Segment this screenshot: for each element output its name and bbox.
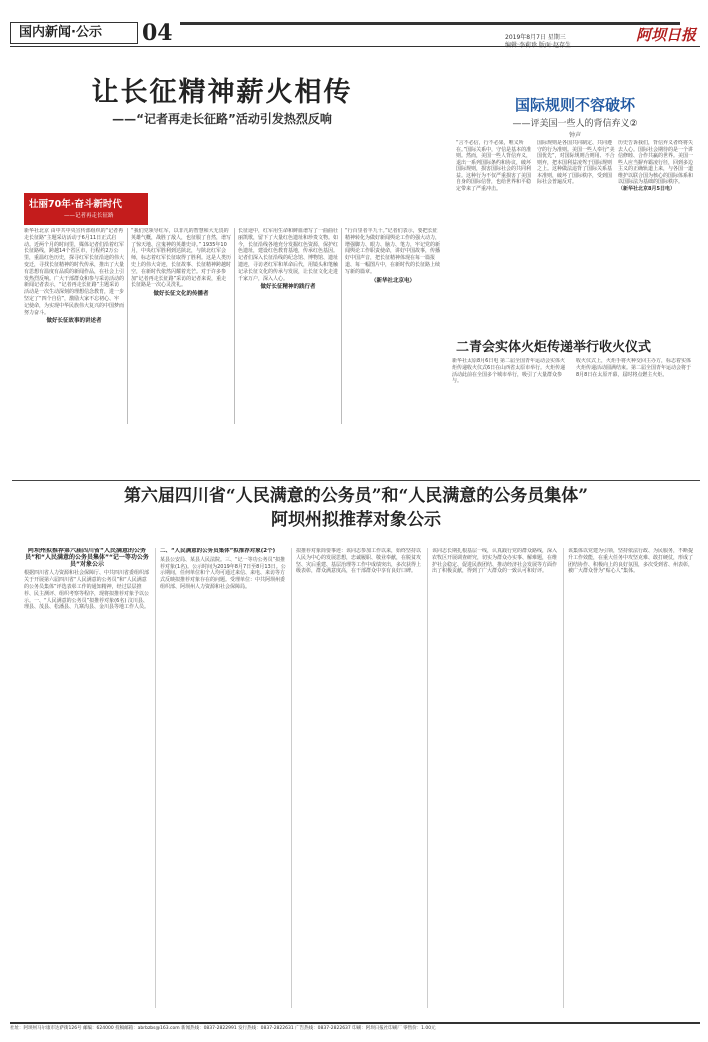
column-divider <box>234 228 235 424</box>
lead-source: （新华社北京电） <box>370 277 415 284</box>
lead-body-1: 新华社北京 由中共中央宣传部组织的“记者再走长征路”主题采访活动于6月11日正式启动。近两个月的时间里，媒体记者们沿着红军长征路线，跨越14个省区市，行程约2万公里，重温红色历史，探寻红军长征沿途的伟大变迁，寻找长征精神的时代传承，推出了大量有思想有温度有品质的新闻作品，在社会上引发热烈反响。广大干部群众和参与采访活动的新闻记者表示，“记者再走长征路”主题采访活动是一次生动深刻的理想信念教育，进一步坚定了“四个自信”，激励大家不忘初心、牢记使命，为实现中华民族伟大复兴的中国梦而努力奋斗。 <box>24 228 124 316</box>
lead-headline: 让长征精神薪火相传 <box>91 77 353 108</box>
notice-column-5: 该集体以党建为引领，坚持依法行政、为民服务，不断提升工作效能，在重大任务中攻坚克难、敢打硬仗，形成了团结协作、积极向上的良好氛围，多次受到省、州表彰，被广大群众誉为“贴心人”集体。 <box>568 548 694 575</box>
commentary-column-2: 国际规则是各国共同制定、共同遵守的行为准则。美国一些人奉行“美国优先”，对国际规则合则用、不合则弃，把本国利益凌驾于国际规则之上。这种做法违背了国际关系基本准则，破坏了国际秩序，受到国际社会普遍反对。 <box>537 140 615 185</box>
lead-column-4 <box>345 228 441 428</box>
lead-column-3 <box>238 228 338 428</box>
lead-section-heading-3: 做好长征精神的践行者 <box>260 284 316 291</box>
youth-games-column-2: 收火仪式上，火炬手将火种交回主办方，标志着实体火炬传递活动圆满结束。第二届全国青年运动会将于8月8日在太原开幕，届时将点燃主火炬。 <box>576 358 692 378</box>
masthead <box>10 22 700 50</box>
lead-section-heading-1: 做好长征故事的讲述者 <box>46 318 102 325</box>
commentary-column-1: “言不必信，行不必果，唯义所在。”国际关系中，守信是基本的准则。然而，美国一些人背信弃义，退出一系列国际条约和协议，破坏国际规则，损害国际社会的共同利益。这种行为不仅严重损害了美国自身的国际信誉，也给世界和平稳定带来了严重冲击。 <box>456 140 532 192</box>
commentary-body-3: 历史告诉我们，背信弃义者终将失去人心。国际社会期待的是一个讲信修睦、合作共赢的世界。美国一些人应当摒弃霸凌行径，回到多边主义的正确轨道上来，与各国一道维护以联合国为核心的国际体系和以国际法为基础的国际秩序。 <box>618 140 694 185</box>
notice-column-1 <box>24 548 150 1014</box>
notice-body-1: 根据四川省人力资源和社会保障厅、中共四川省委组织部关于开展第六届四川省“人民满意的公务员”和“人民满意的公务员集体”评选表彰工作的通知精神，经过层层推荐、民主测评、组织考察等程序，现将拟推荐对象予以公示。一、“人民满意的公务员”拟推荐对象(6名) 汶川县、理县、茂县、松潘县、九寨沟县、金川县等地工作人员。 <box>24 570 150 611</box>
lead-body-2: “我们党领导红军，以非凡的智慧和大无畏的英雄气概，战胜了敌人，也征服了自然，谱写了惊天地、泣鬼神的英雄史诗。” 1935年10月，中央红军胜利到达陕北，与陕北红军会师，标志着红军长征取得了胜利。这是人类历史上的伟大奇迹，长征故事、长征精神跨越时空，在新时代依然闪耀着光芒。对于许多参加“记者再走长征路”采访的记者来说，重走长征路是一次心灵洗礼。 <box>131 228 231 289</box>
notice-section-heading: 二、“人民满意的公务员集体”拟推荐对象(2个) <box>160 548 276 554</box>
paper-logo: 阿坝日报 <box>636 26 697 44</box>
notice-column-4: 该同志长期扎根基层一线，认真践行党的群众路线，深入农牧区开展调查研究，切实为群众办实事、解难题，在维护社会稳定、促进民族团结、推动经济社会发展等方面作出了积极贡献，得到了广大群众的一致认可和好评。 <box>432 548 558 575</box>
issue-date: 2019年8月7日 星期三 <box>505 34 566 41</box>
notice-headline-line-2: 阿坝州拟推荐对象公示 <box>271 510 441 530</box>
commentary-article <box>450 88 700 332</box>
notice-intro-heading: 阿坝州拟推荐第六届四川省“人民满意的公务员”和“人民满意的公务员集体”“记一等功公务员”对象公示 <box>25 548 149 568</box>
badge-subtitle: ——记者再走长征路 <box>64 213 114 219</box>
masthead-info <box>505 34 571 50</box>
commentary-body <box>456 140 696 326</box>
masthead-bottom-rule <box>10 46 700 47</box>
lead-body-3: 长征途中，红军用生命和鲜血谱写了一曲曲壮丽凯歌，留下了大量红色遗址和珍贵文物。如今，长征沿线各地充分发掘红色资源，保护红色遗址，建设红色教育基地，传承红色基因。记者们深入长征沿线的纪念馆、博物馆、遗址遗迹，寻访老红军和革命后代，用镜头和笔触记录长征文化的传承与发展，让长征文化走进千家万户，深入人心。 <box>238 228 338 282</box>
column-badge <box>24 193 148 225</box>
lead-column-2 <box>131 228 231 428</box>
lead-body-4: “行百里者半九十。”记者们表示，要把长征精神转化为做好新闻舆论工作的强大动力，增强脚力、眼力、脑力、笔力，牢记党的新闻舆论工作职责使命，讲好中国故事，传播好中国声音，把长征精神体现在每一篇报道、每一幅图片中，在新时代的长征路上续写新的篇章。 <box>345 228 441 275</box>
column-divider <box>127 228 128 424</box>
commentary-subheadline: ——评美国一些人的背信弃义② <box>512 119 638 129</box>
commentary-author: 钟声 <box>568 132 581 139</box>
commentary-column-3 <box>618 140 696 326</box>
notice-column-2 <box>160 548 286 1014</box>
notice-headline-line-1: 第六届四川省“人民满意的公务员”和“人民满意的公务员集体” <box>123 486 589 506</box>
column-divider <box>155 548 156 1008</box>
youth-games-article <box>448 336 700 476</box>
column-divider <box>341 228 342 424</box>
column-divider <box>427 548 428 1008</box>
masthead-rule <box>180 22 680 25</box>
section-divider <box>12 480 700 481</box>
badge-title: 壮丽70年·奋斗新时代 <box>29 199 122 210</box>
lead-column-1 <box>24 228 124 428</box>
lead-section-heading-2: 做好长征文化的传播者 <box>153 291 209 298</box>
notice-body-2: 某县公安局、某县人民法院。三、“记一等功公务员”拟推荐对象(1名)。公示时间为2019年8月7日至8月13日。公示期间，任何单位和个人均可通过来信、来电、来访等方式反映拟推荐对象存在的问题。受理单位：中共阿坝州委组织部、阿坝州人力资源和社会保障局。 <box>160 556 286 590</box>
commentary-headline: 国际规则不容破坏 <box>514 96 635 114</box>
commentary-source: （新华社北京8月5日电） <box>618 185 675 192</box>
notice-body <box>24 548 700 1014</box>
section-label: 国内新闻·公示 <box>10 22 138 44</box>
page-number: 04 <box>142 20 173 46</box>
youth-games-body <box>452 358 698 470</box>
column-divider <box>291 548 292 1008</box>
youth-games-headline: 二青会实体火炬传递举行收火仪式 <box>456 340 652 355</box>
column-divider <box>563 548 564 1008</box>
page-footer: 社址：阿坝州马尔康市达萨街126号 邮编：624000 投稿邮箱：abrbzbs@163.com 新闻热线：0837-2822991 发行热线：0837-2822631 广告热线：0837-2822637 印刷：阿坝日报社印刷厂 零售价：1.00元 <box>10 1022 700 1036</box>
lead-columns <box>24 228 444 428</box>
notice-column-3: 拟推荐对象简要事迹：该同志参加工作以来，始终坚持以人民为中心的发展思想，忠诚履职、敬业奉献，在脱贫攻坚、灾后重建、基层治理等工作中成绩突出，多次获得上级表彰，群众满意度高，在干部群众中享有良好口碑。 <box>296 548 422 575</box>
lead-subheadline: ——“记者再走长征路”活动引发热烈反响 <box>112 112 332 126</box>
youth-games-column-1: 新华社太原8月6日电 第二届全国青年运动会实体火炬传递收火仪式6日在山西省太原市举行。火炬传递活动此前在全国多个城市举行，吸引了大量群众参与。 <box>452 358 566 385</box>
